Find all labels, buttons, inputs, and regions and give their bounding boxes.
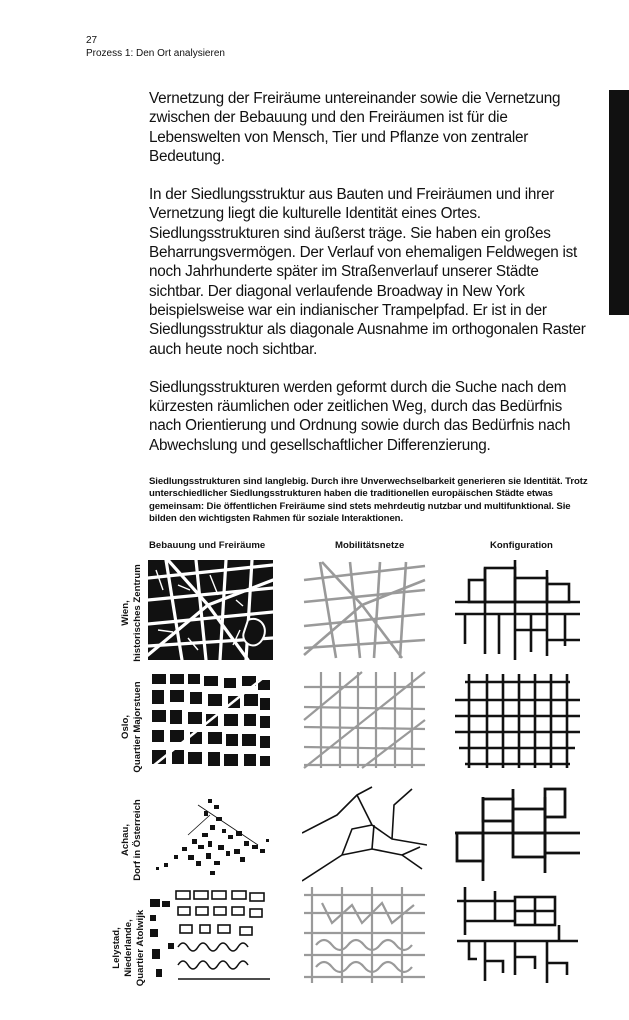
map-achau-mobilitaet — [302, 785, 427, 885]
map-achau-bebauung — [148, 785, 273, 885]
column-header-mobilitaet: Mobilitätsnetze — [335, 540, 405, 551]
paragraph: In der Siedlungsstruktur aus Bauten und Freiräumen und ihrer Vernetzung liegt die kulturelle Identität eines Ortes. Siedlungsstrukturen sind äußerst träge. Sie haben ein großes Beharrungsvermögen. Der Verlauf von ehemaligen Feldwegen ist noch Jahrhunderte später im Straßenverlauf unserer Städte sichtbar. Der diagonal verlaufende Broadway in New York beispielsweise war ein indianischer Trampelpfad. Er ist in der Siedlungsstruktur als diagonale Ausnahme im orthogonalen Raster auch heute noch sichtbar. — [149, 186, 586, 358]
page-number: 27 — [86, 35, 98, 46]
map-lelystad-mobilitaet — [302, 885, 427, 985]
map-wien-bebauung — [148, 560, 273, 660]
map-wien-konfiguration — [455, 560, 580, 660]
running-title: Prozess 1: Den Ort analysieren — [86, 48, 225, 59]
row-label-wien: Wien, historisches Zentrum — [120, 564, 143, 662]
map-lelystad-bebauung — [148, 885, 273, 985]
map-achau-konfiguration — [455, 785, 580, 885]
column-header-konfiguration: Konfiguration — [490, 540, 553, 551]
column-header-bebauung: Bebauung und Freiräume — [149, 540, 266, 551]
map-oslo-mobilitaet — [302, 670, 427, 770]
row-label-lelystad: Lelystad, Niederlande, Quartier Atolwijk — [111, 909, 146, 987]
paragraph: Siedlungsstrukturen werden geformt durch die Suche nach dem kürzesten räumlichen oder zeitlichen Weg, durch das Bedürfnis nach Orientierung und Ordnung sowie durch das Bedürfnis nach Abwechslung und gesellschaftlicher Differenzierung. — [149, 378, 571, 454]
row-label-achau: Achau, Dorf in Österreich — [120, 799, 143, 881]
map-oslo-bebauung — [148, 670, 273, 770]
body-text — [149, 89, 594, 474]
map-oslo-konfiguration — [455, 670, 580, 770]
map-wien-mobilitaet — [302, 560, 427, 660]
running-header — [86, 34, 225, 60]
chapter-tab-marker — [609, 90, 629, 315]
map-lelystad-konfiguration — [455, 885, 580, 985]
paragraph: Vernetzung der Freiräume untereinander sowie die Vernetzung zwischen der Bebauung und den Freiräumen ist für die Lebenswelten von Mensch, Tier und Pflanze von zentraler Bedeutung. — [149, 90, 561, 165]
figure-caption: Siedlungsstrukturen sind langlebig. Durch ihre Unverwechselbarkeit generieren sie Identität. Trotz unterschiedlicher Siedlungsstrukturen haben die traditionellen europäischen Städte etwas gemeinsam: Die öffentlichen Freiräume sind stets mehrdeutig nutzbar und multifunktional. Sie bilden den wichtigsten Rahmen für soziale Interaktionen. — [149, 476, 588, 525]
row-label-oslo: Oslo, Quartier Majorstuen — [120, 681, 143, 773]
